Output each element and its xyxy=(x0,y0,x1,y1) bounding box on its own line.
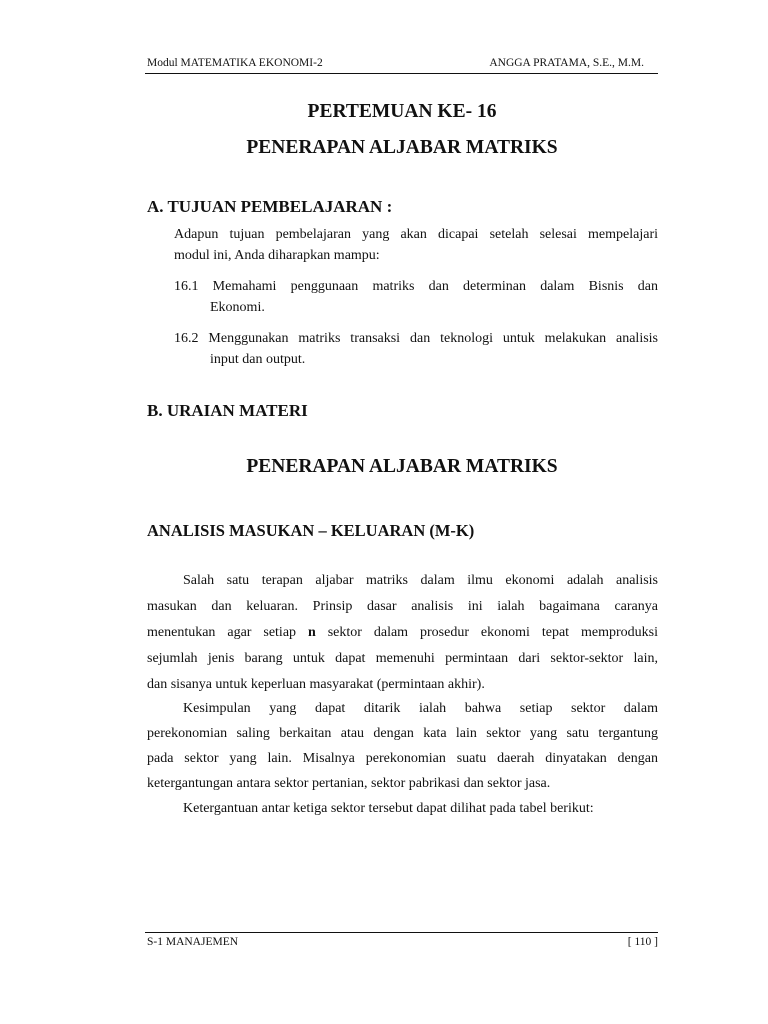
emphasis-n: n xyxy=(307,625,316,640)
page-title: PERTEMUAN KE- 16 xyxy=(307,101,497,122)
paragraph-1-line-3: menentukan agar setiap n sektor dalam prosedur ekonomi tepat memproduksi xyxy=(147,625,658,640)
paragraph-2-line-3: pada sektor yang lain. Misalnya perekonomian suatu daerah dinyatakan dengan xyxy=(147,751,658,766)
page-subtitle: PENERAPAN ALJABAR MATRIKS xyxy=(246,137,558,158)
section-b-heading: B. URAIAN MATERI xyxy=(147,401,308,420)
running-header-right: ANGGA PRATAMA, S.E., M.M. xyxy=(489,57,644,69)
objective-item-2-cont: input dan output. xyxy=(210,352,306,367)
section-b-title: PENERAPAN ALJABAR MATRIKS xyxy=(246,456,558,477)
paragraph-3: Ketergantuan antar ketiga sektor tersebut dapat dilihat pada tabel berikut: xyxy=(183,801,594,816)
objective-item-2: 16.2 Menggunakan matriks transaksi dan teknologi untuk melakukan analisis xyxy=(174,331,658,346)
paragraph-1-line-4: sejumlah jenis barang untuk dapat memenuhi permintaan dari sektor-sektor lain, xyxy=(147,651,658,666)
running-header-left: Modul MATEMATIKA EKONOMI-2 xyxy=(147,57,323,69)
section-a-heading: A. TUJUAN PEMBELAJARAN : xyxy=(147,197,393,216)
section-b-subheading: ANALISIS MASUKAN – KELUARAN (M-K) xyxy=(147,521,475,540)
objective-item-1: 16.1 Memahami penggunaan matriks dan determinan dalam Bisnis dan xyxy=(174,279,658,294)
objective-item-1-cont: Ekonomi. xyxy=(210,300,265,315)
header-rule xyxy=(145,73,658,74)
paragraph-2-line-2: perekonomian saling berkaitan atau dengan kata lain sektor yang satu tergantung xyxy=(147,726,658,741)
section-a-intro-line1: Adapun tujuan pembelajaran yang akan dicapai setelah selesai mempelajari xyxy=(174,227,658,242)
paragraph-2-line-1: Kesimpulan yang dapat ditarik ialah bahwa setiap sektor dalam xyxy=(183,701,658,716)
footer-left: S-1 MANAJEMEN xyxy=(147,936,239,948)
paragraph-1-line-5: dan sisanya untuk keperluan masyarakat (permintaan akhir). xyxy=(147,677,485,692)
paragraph-2-line-4: ketergantungan antara sektor pertanian, sektor pabrikasi dan sektor jasa. xyxy=(147,776,551,791)
page-number: [ 110 ] xyxy=(627,936,658,948)
footer-rule xyxy=(145,932,658,933)
section-a-intro-line2: modul ini, Anda diharapkan mampu: xyxy=(174,248,380,263)
paragraph-1-line-1: Salah satu terapan aljabar matriks dalam ilmu ekonomi adalah analisis xyxy=(183,573,658,588)
paragraph-1-line-2: masukan dan keluaran. Prinsip dasar analisis ini ialah bagaimana caranya xyxy=(147,599,658,614)
